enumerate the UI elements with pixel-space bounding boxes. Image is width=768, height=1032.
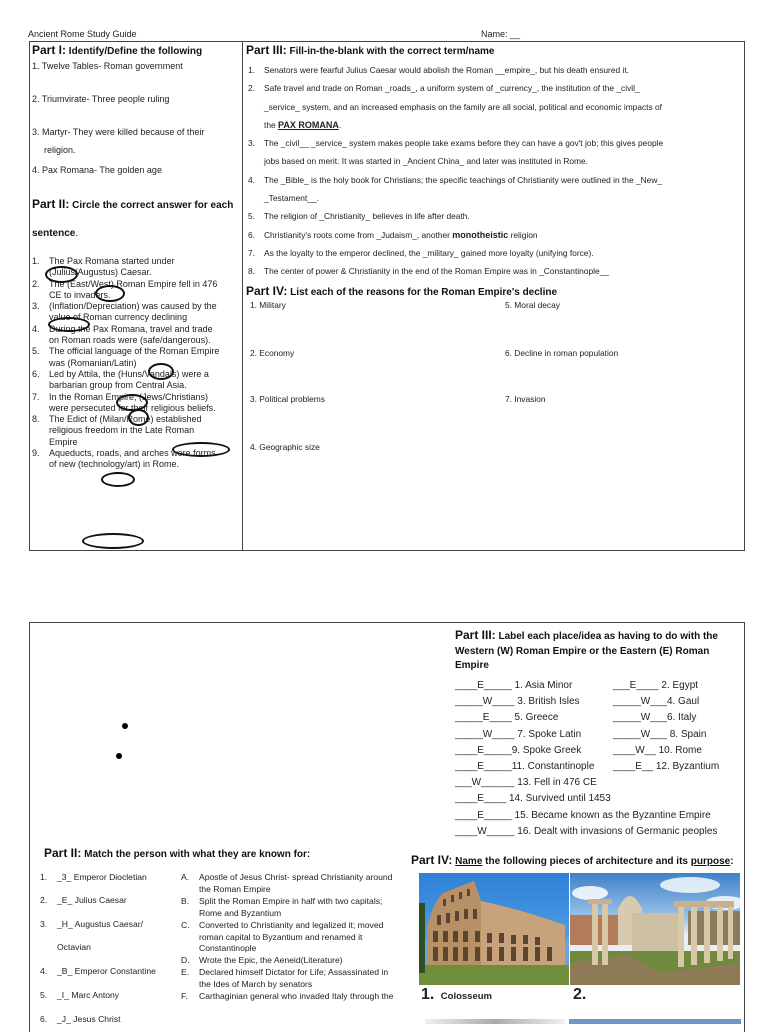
- we-answer[interactable]: ____E_____: [455, 744, 512, 756]
- part3-section: Part III: Fill-in-the-blank with the correct term/name: [246, 43, 495, 57]
- we-answer[interactable]: ____E_____: [455, 761, 512, 773]
- we-answer[interactable]: _____W___: [613, 696, 667, 708]
- match-descriptions: [181, 872, 421, 1003]
- part3-item: 2. Safe travel and trade on Roman _roads_, a uniform system of _currency_, the institution of the _civil_ _service_ system, and an increased emphasis on the family are all social, political and economic impacts of the PAX ROMANA.: [248, 83, 663, 130]
- we-answer[interactable]: _____W___: [613, 712, 667, 724]
- we-row: ____E_____ 1. Asia Minor ___E____ 2. Egypt: [455, 680, 699, 691]
- we-answer[interactable]: ____E_____: [455, 680, 512, 691]
- photo-3-partial: [425, 1019, 565, 1024]
- match-person: 4. _B_ Emperor Constantine: [40, 966, 156, 976]
- part1-section: [32, 43, 240, 175]
- we-row: ____E_____11. Constantinople ____E__ 12. Byzantium: [455, 761, 720, 773]
- part1-item: 1. Twelve Tables- Roman government: [32, 61, 183, 71]
- we-answer[interactable]: ____E__: [613, 761, 654, 773]
- match-person: 2. _E_ Julius Caesar: [40, 895, 127, 905]
- decline-reason: 1. Military: [250, 300, 286, 310]
- we-heading: Part III: Label each place/idea as having to do with the Western (W) Roman Empire or the Eastern (E) Roman Empire: [455, 628, 718, 671]
- we-answer[interactable]: _____W___: [613, 728, 667, 740]
- part1-item-cont: religion.: [44, 145, 76, 155]
- part1-item: 3. Martyr- They were killed because of their: [32, 127, 205, 137]
- match-description: B. Split the Roman Empire in half with two capitals; Rome and Byzantium: [181, 895, 383, 918]
- colosseum-answer[interactable]: Colosseum: [440, 991, 493, 1002]
- part2-item: 2. The (East/West) Roman Empire fell in 476 CE to invaders.: [32, 278, 218, 300]
- photo-caption-2: 2.: [573, 986, 587, 1003]
- we-answer[interactable]: ___E____: [613, 680, 659, 691]
- colosseum-photo: [419, 873, 569, 985]
- we-answer[interactable]: ____E_____: [455, 809, 512, 821]
- match-heading: Part II: Match the person with what they are known for:: [44, 846, 311, 860]
- part3-item: 1. Senators were fearful Julius Caesar would abolish the Roman __empire_, but his death ensured it.: [248, 65, 629, 75]
- we-row: ____E_____ 15. Became known as the Byzantine Empire: [455, 809, 711, 821]
- match-description: F. Carthaginian general who invaded Italy through the: [181, 991, 394, 1002]
- bullet-dot: [122, 723, 128, 729]
- we-answer[interactable]: _____E____: [455, 712, 512, 724]
- match-description: D. Wrote the Epic, the Aeneid(Literature): [181, 955, 343, 966]
- decline-reason: 2. Economy: [250, 348, 295, 358]
- part2-list: [32, 256, 242, 471]
- decline-reason: 4. Geographic size: [250, 442, 320, 452]
- decline-reason: 6. Decline in roman population: [505, 348, 619, 358]
- photo-4-partial: [569, 1019, 741, 1024]
- decline-reason: 5. Moral decay: [505, 300, 560, 310]
- we-answer[interactable]: _____W____: [455, 696, 515, 708]
- we-row: _____E____ 5. Greece _____W___6. Italy: [455, 712, 697, 724]
- part2-item: 8. The Edict of (Milan/Rome) established religious freedom in the Late Roman Empire: [32, 414, 202, 447]
- part2-item: 4. During the Pax Romana, travel and trade on Roman roads were (safe/dangerous).: [32, 323, 213, 346]
- part2-item: 7. In the Roman Empire, (Jews/Christians) were persecuted for their religious beliefs.: [32, 391, 216, 413]
- architecture-heading: Part IV: Name the following pieces of architecture and its purpose:: [411, 853, 734, 867]
- part2-heading-block: Part II: Circle the correct answer for each: [32, 197, 234, 211]
- match-person: 6. _J_ Jesus Christ: [40, 1014, 121, 1024]
- part1-item: 4. Pax Romana- The golden age: [32, 165, 162, 175]
- doc-title: Ancient Rome Study Guide: [28, 29, 137, 39]
- we-row: ____W_____ 16. Dealt with invasions of Germanic peoples: [455, 825, 718, 837]
- we-answer[interactable]: ____W_____: [455, 825, 515, 837]
- part1-item: 2. Triumvirate- Three people ruling: [32, 94, 170, 104]
- part3-item: 8. The center of power & Christianity in the end of the Roman Empire was in _Constantinople__: [248, 266, 609, 277]
- we-row: ___W______ 13. Fell in 476 CE: [455, 777, 597, 789]
- part2-item: 9. Aqueducts, roads, and arches were forms of new (technology/art) in Rome.: [32, 448, 216, 470]
- part2-heading-cont: sentence.: [32, 228, 79, 239]
- roman-forum-photo: [570, 873, 740, 985]
- match-person: 3. _H_ Augustus Caesar/: [40, 919, 143, 929]
- part2-item: 3. (Inflation/Depreciation) was caused by the value of Roman currency declining: [32, 301, 217, 323]
- match-description: A. Apostle of Jesus Christ- spread Christianity around the Roman Empire: [181, 872, 393, 894]
- part3-list: [248, 61, 743, 281]
- we-answer[interactable]: ___W______: [455, 777, 515, 789]
- match-person: 5. _I_ Marc Antony: [40, 990, 120, 1000]
- match-person: 1. _3_ Emperor Diocletian: [40, 872, 147, 882]
- part2-item: 1. The Pax Romana started under (Julius/Augustus) Caesar.: [32, 256, 175, 278]
- we-row: _____W____ 7. Spoke Latin _____W___ 8. Spain: [455, 728, 707, 740]
- column-divider: [242, 42, 243, 550]
- we-row: ____E____ 14. Survived until 1453: [455, 793, 611, 805]
- match-description: E. Declared himself Dictator for Life; Assassinated in the Ides of March by senators: [181, 967, 389, 990]
- photo-caption-1: 1. Colosseum: [421, 986, 493, 1003]
- match-description: C. Converted to Christianity and legalized it; moved roman capital to Byzantium and renamed it Constantinople: [181, 919, 384, 954]
- name-field[interactable]: Name: __: [481, 29, 521, 39]
- forum-image: [570, 873, 740, 985]
- we-row: ____E_____9. Spoke Greek ____W__ 10. Rome: [455, 744, 702, 756]
- part4-heading: Part IV: List each of the reasons for the Roman Empire's decline: [246, 284, 558, 298]
- part3-item: 6. Christianity's roots come from _Judaism_, another monotheistic religion: [248, 229, 538, 240]
- part1-prefix: Part I:: [32, 43, 67, 57]
- part3-item: 7. As the loyalty to the emperor declined, the _military_ gained more loyalty (unifying force).: [248, 247, 594, 258]
- we-answer[interactable]: _____W____: [455, 728, 515, 740]
- colosseum-image: [419, 873, 569, 985]
- we-answer[interactable]: ____E____: [455, 793, 507, 805]
- part1-heading: Identify/Define the following: [66, 46, 203, 57]
- decline-reason: 7. Invasion: [505, 394, 546, 404]
- part3-item: 4. The _Bible_ is the holy book for Christians; the specific teachings of Christianity were outlined in the _New_ _Testament__.: [248, 174, 663, 204]
- part2-item: 6. Led by Attila, the (Huns/Vandals) were a barbarian group from Central Asia.: [32, 368, 209, 391]
- we-row: _____W____ 3. British Isles _____W___4. Gaul: [455, 696, 700, 708]
- part3-item: 5. The religion of _Christianity_ believes in life after death.: [248, 211, 470, 222]
- decline-reason: 3. Political problems: [250, 394, 325, 404]
- part3-item: 3. The _civil__ _service_ system makes people take exams before they can have a gov't job; this gives people jobs based on merit. It was started in _Ancient China_ and later was instituted in Rome.: [248, 138, 664, 167]
- we-list: [455, 678, 745, 840]
- we-answer[interactable]: ____W__: [613, 744, 656, 756]
- part2-item: 5. The official language of the Roman Empire was (Romanian/Latin): [32, 346, 220, 368]
- bullet-dot: [116, 753, 122, 759]
